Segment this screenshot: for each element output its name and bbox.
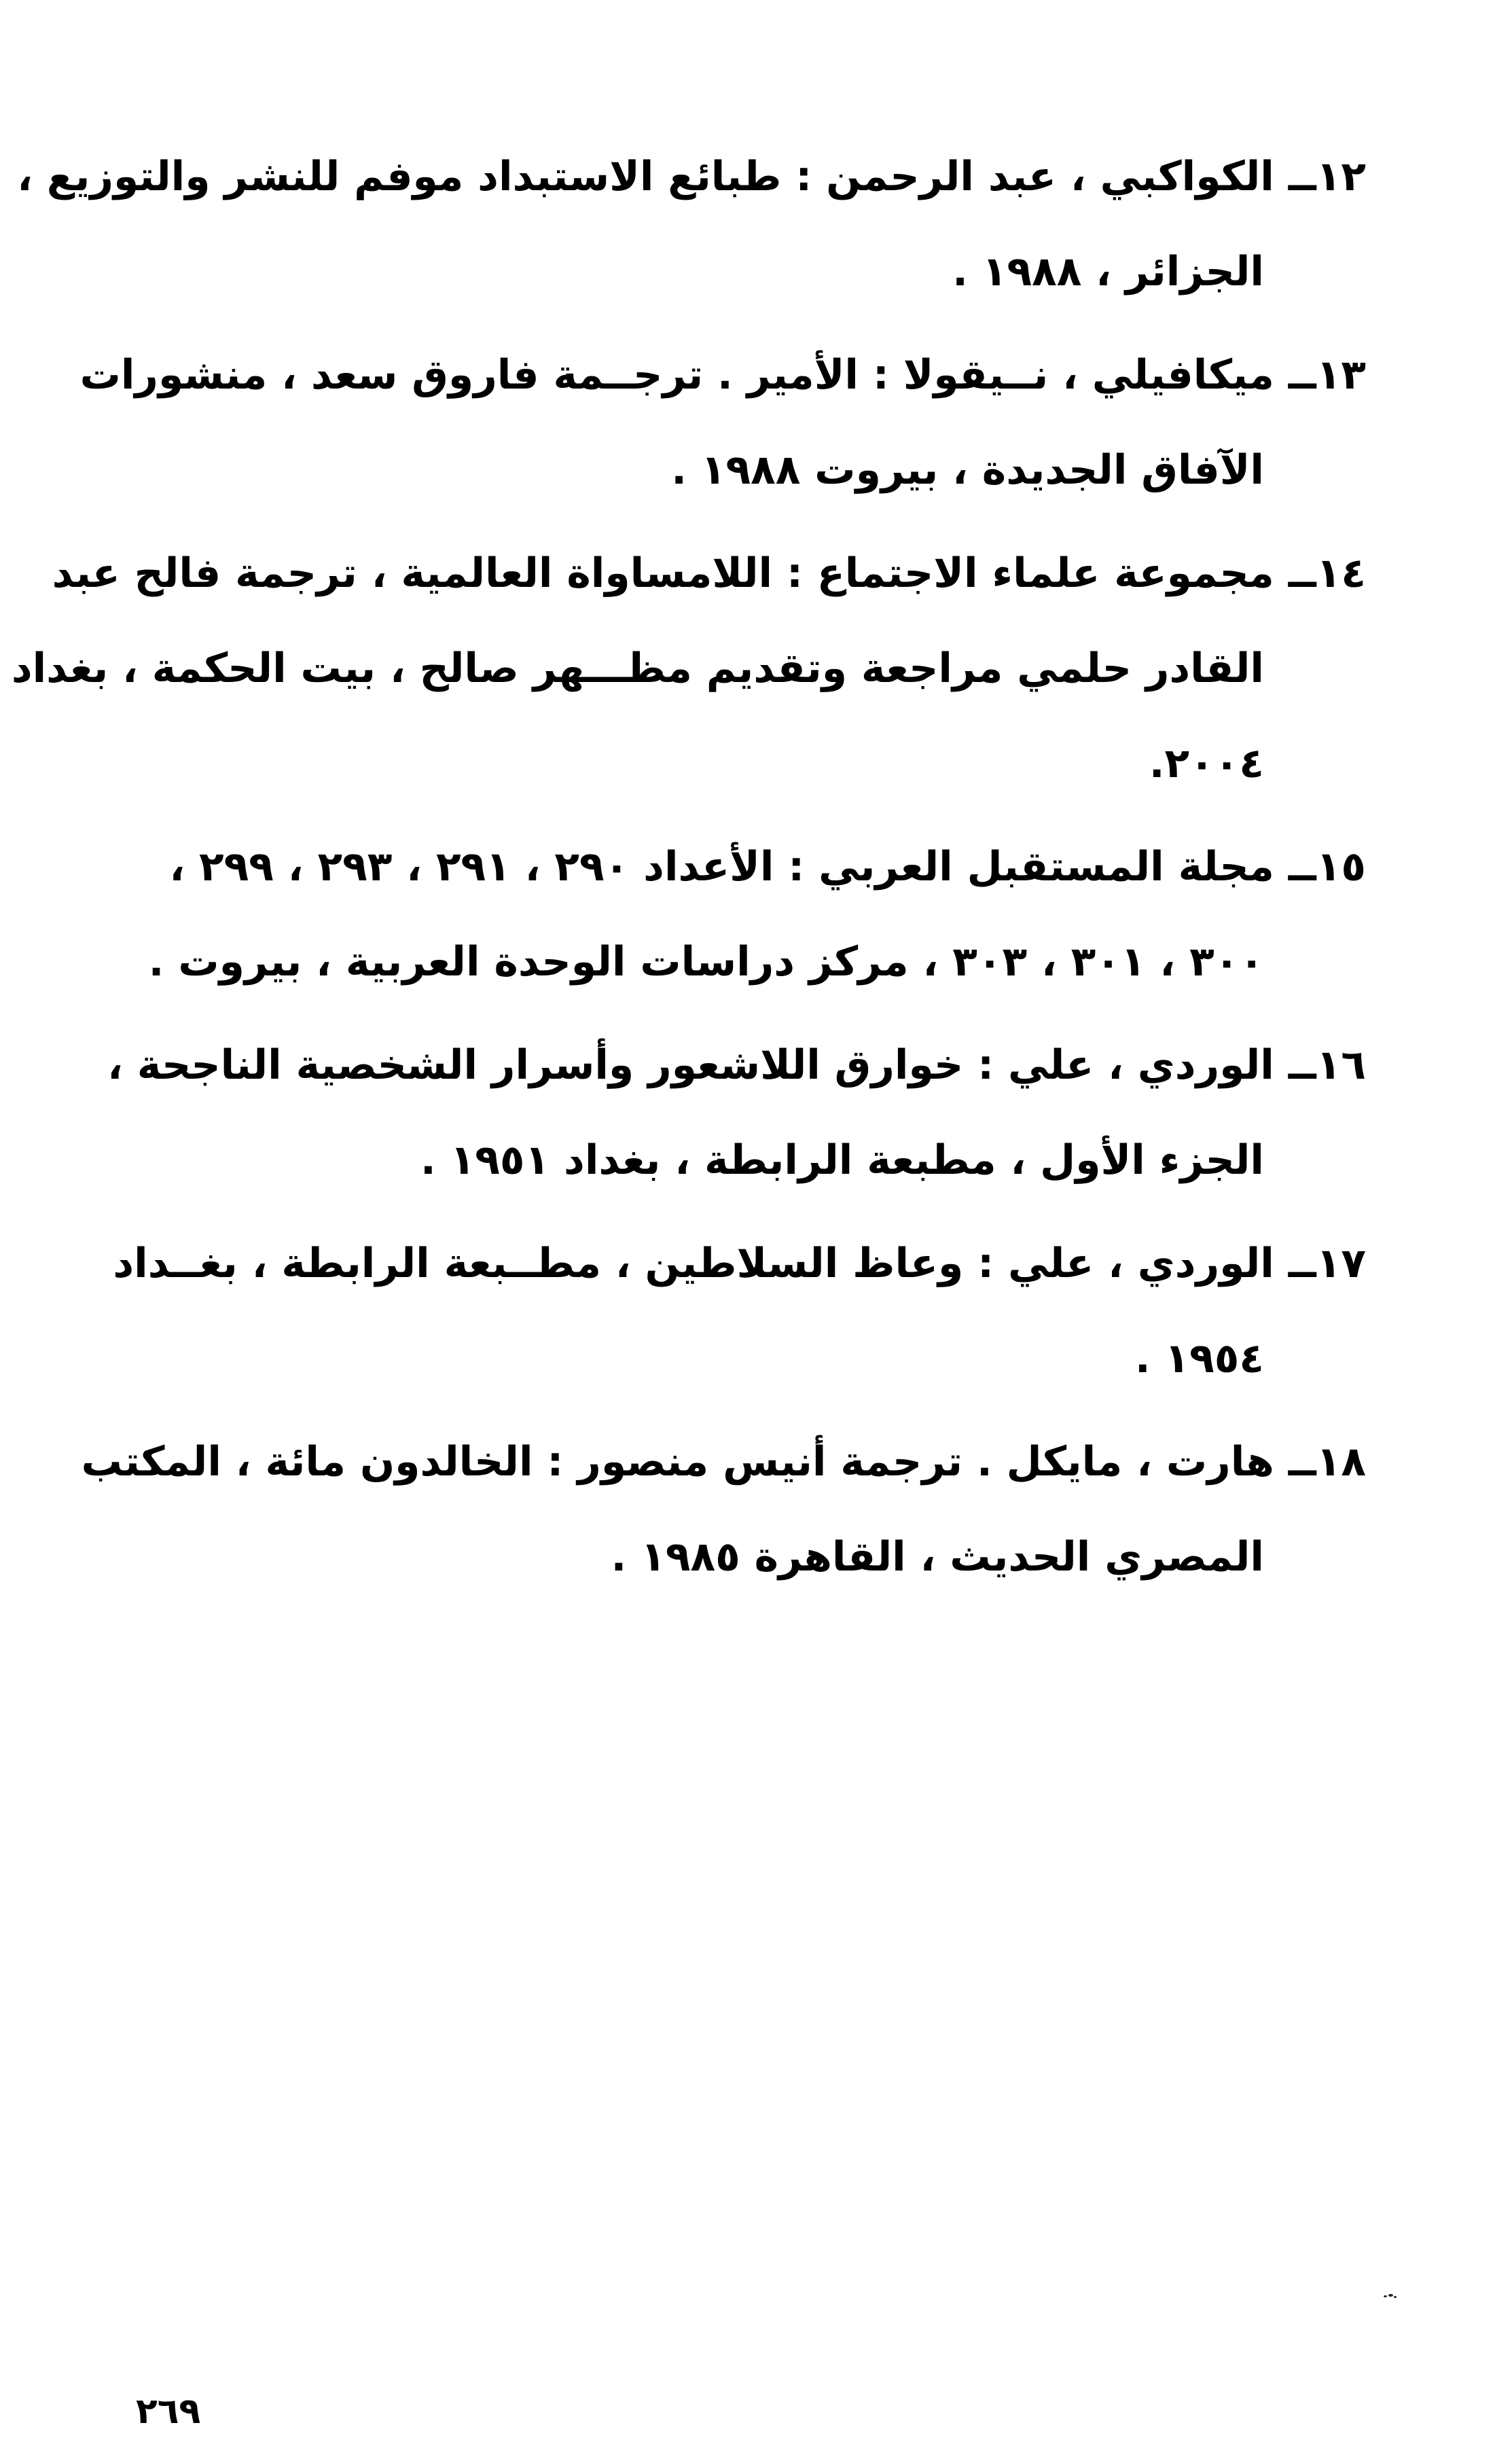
- reference-line: ٣٠٠ ، ٣٠١ ، ٣٠٣ ، مركز دراسات الوحدة العربية ، بيروت .: [148, 938, 1264, 986]
- reference-line: ١٣ــ ميكافيلي ، نــيقولا : الأمير . ترجــمة فاروق سعد ، منشورات: [79, 351, 1366, 399]
- reference-line: ١٤ــ مجموعة علماء الاجتماع : اللامساواة العالمية ، ترجمة فالح عبد: [52, 550, 1366, 597]
- reference-item-18: [81, 1414, 1366, 1604]
- reference-item-17: [113, 1216, 1366, 1406]
- reference-line: ١٨ــ هارت ، مايكل . ترجمة أنيس منصور : الخالدون مائة ، المكتب: [81, 1438, 1366, 1486]
- reference-line: ٢٠٠٤.: [1149, 740, 1264, 787]
- reference-item-16: [107, 1018, 1366, 1208]
- reference-line: ١٦ــ الوردي ، علي : خوارق اللاشعور وأسرار الشخصية الناجحة ،: [107, 1041, 1366, 1089]
- reference-item-13: [79, 327, 1366, 518]
- reference-line: المصري الحديث ، القاهرة ١٩٨٥ .: [611, 1533, 1264, 1581]
- reference-item-15: [148, 819, 1366, 1009]
- reference-line: القادر حلمي مراجعة وتقديم مظـــهر صالح ، بيت الحكمة ، بغداد: [11, 645, 1264, 692]
- reference-item-12: [17, 129, 1366, 319]
- reference-line: ١٧ــ الوردي ، علي : وعاظ السلاطين ، مطــبعة الرابطة ، بغــداد: [113, 1240, 1366, 1287]
- reference-line: ١٩٥٤ .: [1134, 1335, 1264, 1382]
- scan-speck: [1382, 2293, 1399, 2299]
- reference-item-14: [11, 526, 1366, 811]
- reference-line: الآفاق الجديدة ، بيروت ١٩٨٨ .: [671, 446, 1264, 494]
- reference-line: الجزء الأول ، مطبعة الرابطة ، بغداد ١٩٥١ .: [420, 1136, 1264, 1184]
- reference-line: ١٢ــ الكواكبي ، عبد الرحمن : طبائع الاستبداد موفم للنشر والتوزيع ،: [17, 153, 1366, 200]
- reference-line: الجزائر ، ١٩٨٨ .: [952, 248, 1264, 295]
- reference-list: [11, 129, 1366, 1613]
- page-number: ٢٦٩: [136, 2391, 201, 2432]
- reference-line: ١٥ــ مجلة المستقبل العربي : الأعداد ٢٩٠ ، ٢٩١ ، ٢٩٣ ، ٢٩٩ ،: [169, 843, 1366, 891]
